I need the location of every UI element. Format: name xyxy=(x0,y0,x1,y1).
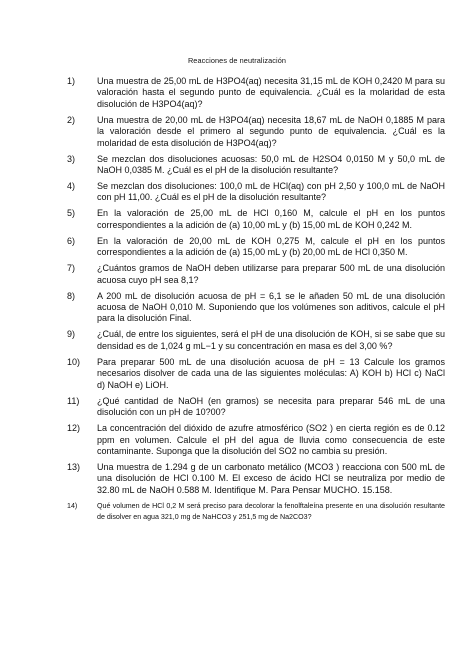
item-number: 13) xyxy=(67,461,81,472)
item-text: Se mezclan dos disoluciones acuosas: 50,0 mL de H2SO4 0,0150 M y 50,0 mL de NaOH 0,0385 M. ¿Cuál es el pH de la disolución resultante? xyxy=(97,153,445,176)
item-number: 5) xyxy=(67,208,76,219)
page-title: Reacciones de neutralización xyxy=(187,56,287,65)
item-number: 9) xyxy=(67,329,76,340)
item-text: En la valoración de 25,00 mL de HCl 0,160 M, calcule el pH en los puntos correspondientes a la adición de (a) 10,00 mL y (b) 15,00 mL de KOH 0,242 M. xyxy=(97,208,445,230)
item-text: Qué volumen de HCl 0,2 M será preciso para decolorar la fenolftaleína presente en una disolución resultante de disolver en agua 321,0 mg de NaHCO3 y 251,5 mg de Na2CO3? xyxy=(97,501,445,521)
item-text: Se mezclan dos disoluciones: 100,0 mL de HCl(aq) con pH 2,50 y 100,0 mL de NaOH con pH 11,00. ¿Cuál es el pH de la disolución resultante? xyxy=(97,181,445,203)
item-text: Una muestra de 1.294 g de un carbonato metálico (MCO3 ) reacciona con 500 mL de una disolución de HCl 0.100 M. El exceso de ácido HCl se neutraliza por medio de 32.80 mL de NaOH 0.588 M. Identifique M. Para Pensar MUCHO. 15.158. xyxy=(97,461,445,495)
item-number: 10) xyxy=(67,356,81,367)
item-text: En la valoración de 20,00 mL de KOH 0,275 M, calcule el pH en los puntos correspondientes a la adición de (a) 15,00 mL y (b) 20,00 mL de HCl 0,350 M. xyxy=(97,235,445,258)
item-number: 11) xyxy=(67,395,80,406)
item-text: La concentración del dióxido de azufre atmosférico (SO2 ) en cierta región es de 0.12 ppm en volumen. Calcule el pH del agua de lluvia como consecuencia de este contaminante. Suponga que la disolución del SO2 no cambia su presión. xyxy=(97,423,445,456)
item-text: Una muestra de 20,00 mL de H3PO4(aq) necesita 18,67 mL de NaOH 0,1885 M para la valoración desde el primero al segundo punto de equivalencia. ¿Cuál es la molaridad de esta disolución de H3PO4(aq)? xyxy=(97,114,445,148)
exercise-item-2 xyxy=(67,115,445,149)
exercise-item-7 xyxy=(67,263,445,286)
item-text: Una muestra de 25,00 mL de H3PO4(aq) necesita 31,15 mL de KOH 0,2420 M para su valoración hasta el segundo punto de equivalencia. ¿Cuál es la molaridad de esta disolución de H3PO4(aq)? xyxy=(97,76,445,109)
exercise-item-14 xyxy=(67,501,445,523)
exercise-item-13 xyxy=(67,462,445,496)
exercise-item-10 xyxy=(67,357,445,391)
exercise-item-3 xyxy=(67,154,445,177)
item-text: ¿Cuál, de entre los siguientes, será el pH de una disolución de KOH, si se sabe que su densidad es de 1,024 g mL−1 y su concentración en masa es del 3,00 %? xyxy=(97,329,445,351)
exercise-item-9 xyxy=(67,329,445,352)
item-text: ¿Cuántos gramos de NaOH deben utilizarse para preparar 500 mL de una disolución acuosa cuyo pH sea 8,1? xyxy=(97,263,445,285)
item-number: 8) xyxy=(67,290,76,301)
item-text: A 200 mL de disolución acuosa de pH = 6,1 se le añaden 50 mL de una disolución acuosa de NaOH 0,010 M. Suponiendo que los volúmenes son aditivos, calcule el pH para la disolución Final. xyxy=(97,290,445,324)
exercise-item-5 xyxy=(67,208,445,231)
item-number: 12) xyxy=(67,423,81,434)
item-number: 7) xyxy=(67,263,76,274)
item-number: 1) xyxy=(67,76,76,86)
item-number: 3) xyxy=(67,153,76,164)
exercise-item-11 xyxy=(67,396,445,419)
exercise-item-4 xyxy=(67,181,445,204)
exercise-item-12 xyxy=(67,423,445,457)
item-number: 14) xyxy=(67,501,78,510)
item-number: 2) xyxy=(67,114,76,125)
item-number: 6) xyxy=(67,235,76,246)
item-text: ¿Qué cantidad de NaOH (en gramos) se necesita para preparar 546 mL de una disolución con un pH de 10?00? xyxy=(97,395,445,418)
exercise-item-6 xyxy=(67,236,445,259)
exercise-item-1 xyxy=(67,76,445,110)
item-text: Para preparar 500 mL de una disolución acuosa de pH = 13 Calcule los gramos necesarios disolver de cada una de las siguientes moléculas: A) KOH b) HCl c) NaCl d) NaOH e) LiOH. xyxy=(97,356,445,390)
item-number: 4) xyxy=(67,181,76,192)
exercise-list xyxy=(67,76,445,527)
exercise-item-8 xyxy=(67,291,445,325)
